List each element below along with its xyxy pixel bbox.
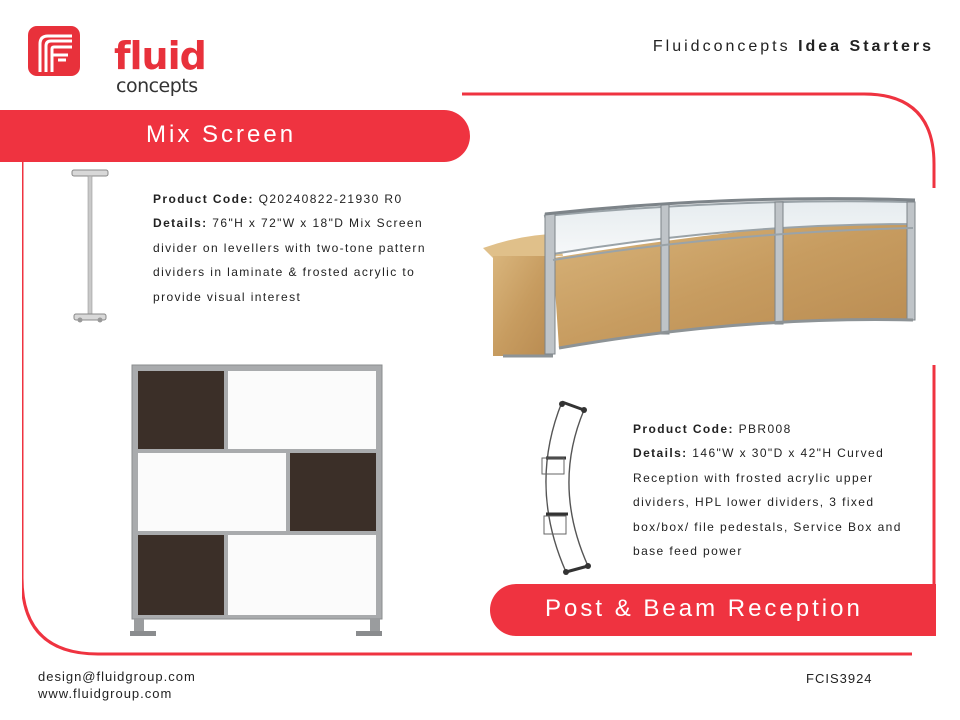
logo-word-concepts: concepts: [116, 75, 198, 97]
footer-website[interactable]: www.fluidgroup.com: [38, 686, 173, 701]
footer-email[interactable]: design@fluidgroup.com: [38, 669, 196, 684]
details-label: Details:: [153, 216, 208, 231]
logo-word-fluid: fluid: [114, 34, 206, 78]
details-value: 146"W x 30"D x 42"H Curved Reception with frosted acrylic upper dividers, HPL lower dividers, 3 fixed box/box/ file pedestals, Service Box and base feed power: [633, 446, 902, 559]
product-code-value: Q20240822-21930 R0: [258, 192, 403, 206]
details-value: 76"H x 72"W x 18"D Mix Screen divider on levellers with two-tone pattern dividers in laminate & frosted acrylic to provide visual interest: [153, 216, 426, 304]
mix-screen-title: Mix Screen: [146, 121, 297, 148]
logo: [26, 22, 206, 97]
mix-screen-image: [124, 353, 402, 646]
product-code-label: Product Code:: [633, 422, 734, 436]
reception-plan-view: [522, 396, 594, 580]
header-brand: Fluidconcepts: [652, 38, 791, 55]
post-beam-title: Post & Beam Reception: [545, 595, 863, 622]
product-code-value: PBR008: [738, 422, 792, 436]
product-code-label: Product Code:: [153, 192, 254, 206]
fluid-logo-icon: [26, 22, 84, 80]
reception-desk-image: [483, 188, 953, 365]
footer-doc-code: FCIS3924: [806, 671, 873, 686]
mix-screen-side-view: [68, 168, 112, 324]
details-label: Details:: [633, 446, 688, 461]
mix-screen-details: [153, 187, 463, 309]
reception-details: [633, 417, 933, 563]
header-subtitle: Idea Starters: [798, 38, 934, 55]
header-title: [653, 38, 934, 56]
